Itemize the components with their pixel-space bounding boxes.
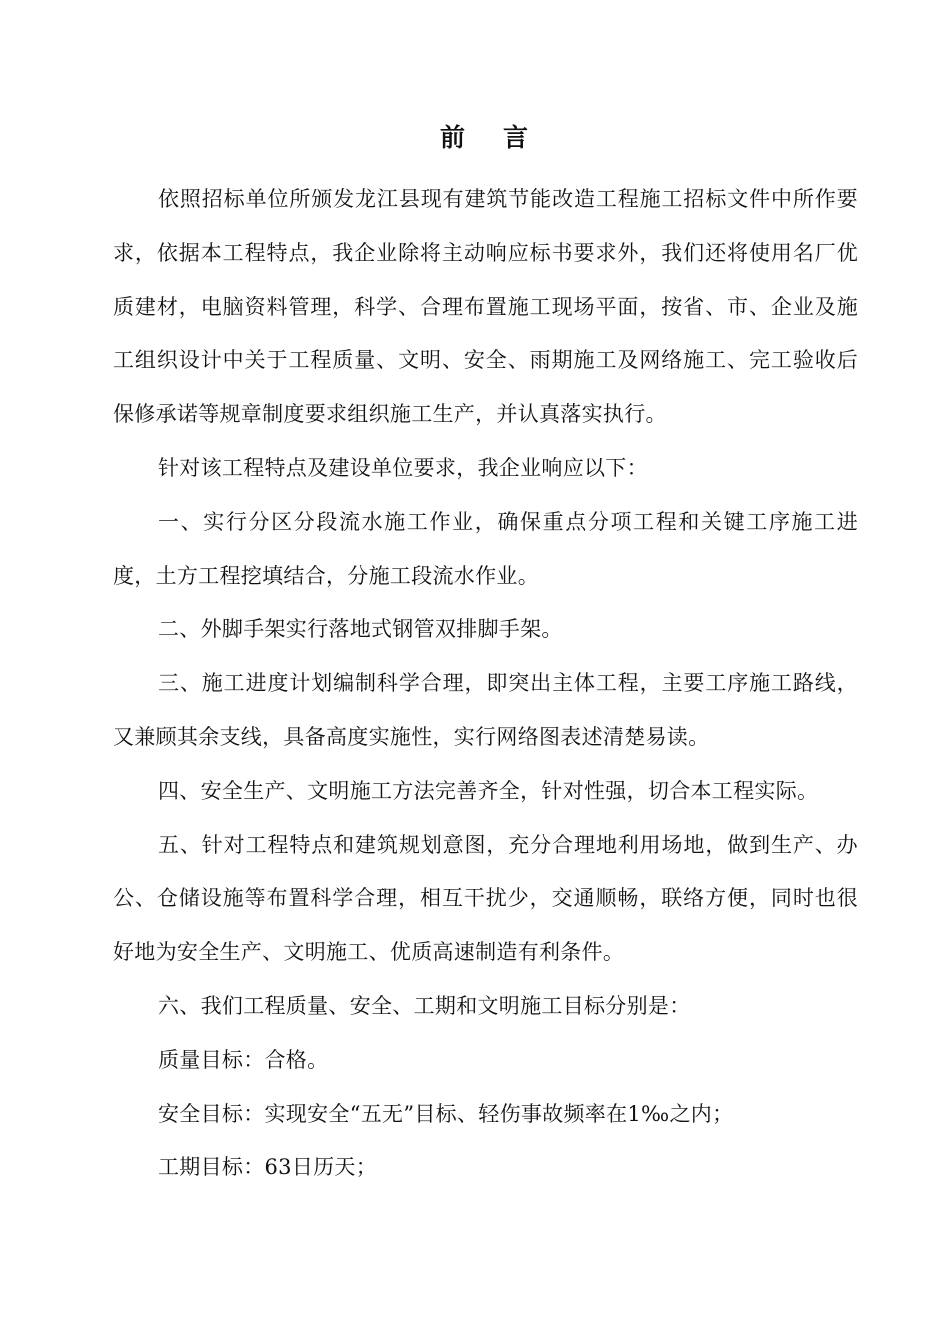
- paragraph-response-lead: 针对该工程特点及建设单位要求，我企业响应以下：: [158, 455, 648, 480]
- title-char-right: 言: [503, 123, 531, 152]
- paragraph-item-4: 四、安全生产、文明施工方法完善齐全，针对性强，切合本工程实际。: [158, 778, 819, 803]
- paragraph-item-2: 二、外脚手架实行落地式钢管双排脚手架。: [158, 617, 563, 642]
- paragraph-item-1: 一、实行分区分段流水施工作业，确保重点分项工程和关键工序施工进度，土方工程挖填结合，分施工段流水作业。: [113, 509, 858, 588]
- paragraph-schedule-goal: 工期目标：63日历天；: [158, 1155, 378, 1180]
- title-char-left: 前: [439, 123, 467, 152]
- paragraph-quality-goal: 质量目标：合格。: [158, 1047, 329, 1072]
- paragraph-intro: 依照招标单位所颁发龙江县现有建筑节能改造工程施工招标文件中所作要求，依据本工程特点，我企业除将主动响应标书要求外，我们还将使用名厂优质建材，电脑资料管理，科学、合理布置施工现场平面，按省、市、企业及施工组织设计中关于工程质量、文明、安全、雨期施工及网络施工、完工验收后保修承诺等规章制度要求组织施工生产，并认真落实执行。: [113, 187, 858, 427]
- paragraph-safety-goal: 安全目标：实现安全“五无”目标、轻伤事故频率在1‰之内；: [158, 1101, 734, 1126]
- paragraph-item-5: 五、针对工程特点和建筑规划意图，充分合理地利用场地，做到生产、办公、仓储设施等布置科学合理，相互干扰少，交通顺畅，联络方便，同时也很好地为安全生产、文明施工、优质高速制造有利条件。: [113, 832, 858, 965]
- document-body: [113, 173, 858, 1195]
- document-title: [0, 118, 950, 154]
- paragraph-item-3: 三、施工进度计划编制科学合理，即突出主体工程，主要工序施工路线，又兼顾其余支线，具备高度实施性，实行网络图表述清楚易读。: [113, 671, 858, 749]
- paragraph-item-6: 六、我们工程质量、安全、工期和文明施工目标分别是：: [158, 993, 691, 1018]
